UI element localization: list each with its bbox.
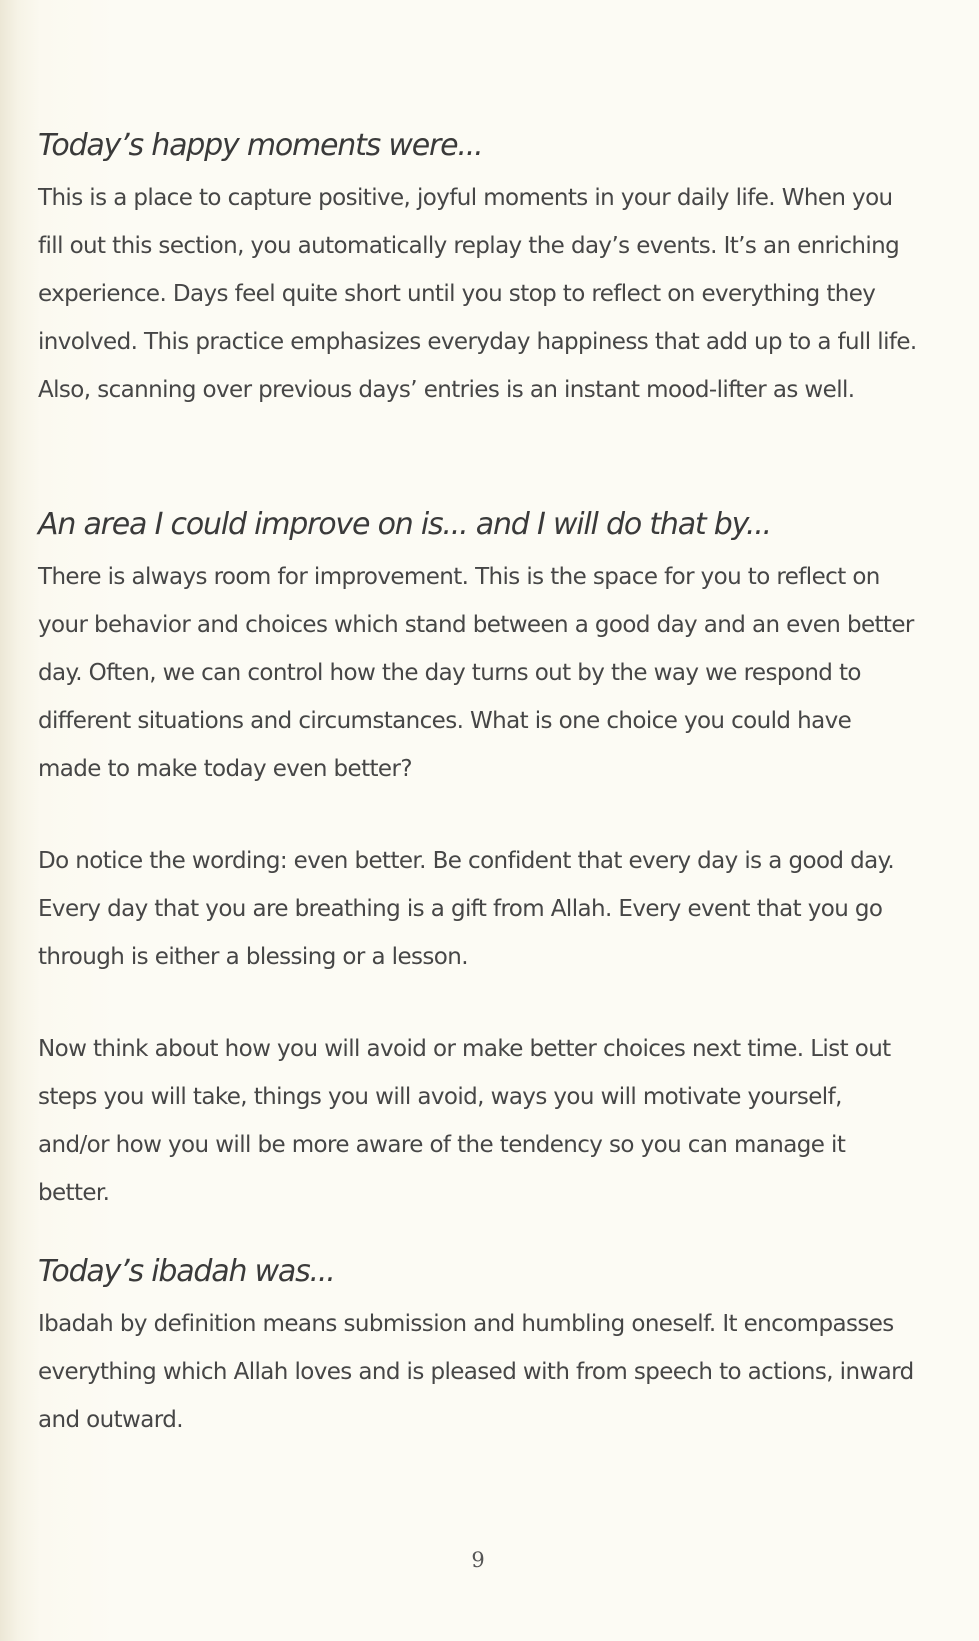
section-paragraph: Now think about how you will avoid or make better choices next time. List out steps you will take, things you will avoid, ways you will motivate yourself, and/or how you will be more aware of the tendency so you can manage it better. — [38, 1036, 891, 1206]
section-heading: Today’s ibadah was... — [38, 1254, 335, 1289]
section-heading: An area I could improve on is... and I will do that by... — [38, 507, 771, 542]
section-paragraph: This is a place to capture positive, joyful moments in your daily life. When you fill out this section, you automatically replay the day’s events. It’s an enriching experience. Days feel quite short until you stop to reflect on everything they involved. This practice emphasizes everyday happiness that add up to a full life. Also, scanning over previous days’ entries is an instant mood-lifter as well. — [38, 185, 917, 403]
page-number: 9 — [471, 1548, 485, 1572]
section-improvement — [38, 503, 918, 1217]
section-happy-moments — [38, 124, 918, 414]
section-paragraph: Do notice the wording: even better. Be confident that every day is a good day. Every day that you are breathing is a gift from Allah. Every event that you go through is either a blessing or a lesson. — [38, 848, 895, 970]
book-page — [38, 0, 918, 1641]
section-paragraph: Ibadah by definition means submission and humbling oneself. It encompasses everything which Allah loves and is pleased with from speech to actions, inward and outward. — [38, 1311, 914, 1433]
section-paragraph: There is always room for improvement. This is the space for you to reflect on your behavior and choices which stand between a good day and an even better day. Often, we can control how the day turns out by the way we respond to different situations and circumstances. What is one choice you could have made to make today even better? — [38, 564, 914, 782]
section-heading: Today’s happy moments were... — [38, 128, 483, 163]
section-ibadah — [38, 1250, 918, 1444]
